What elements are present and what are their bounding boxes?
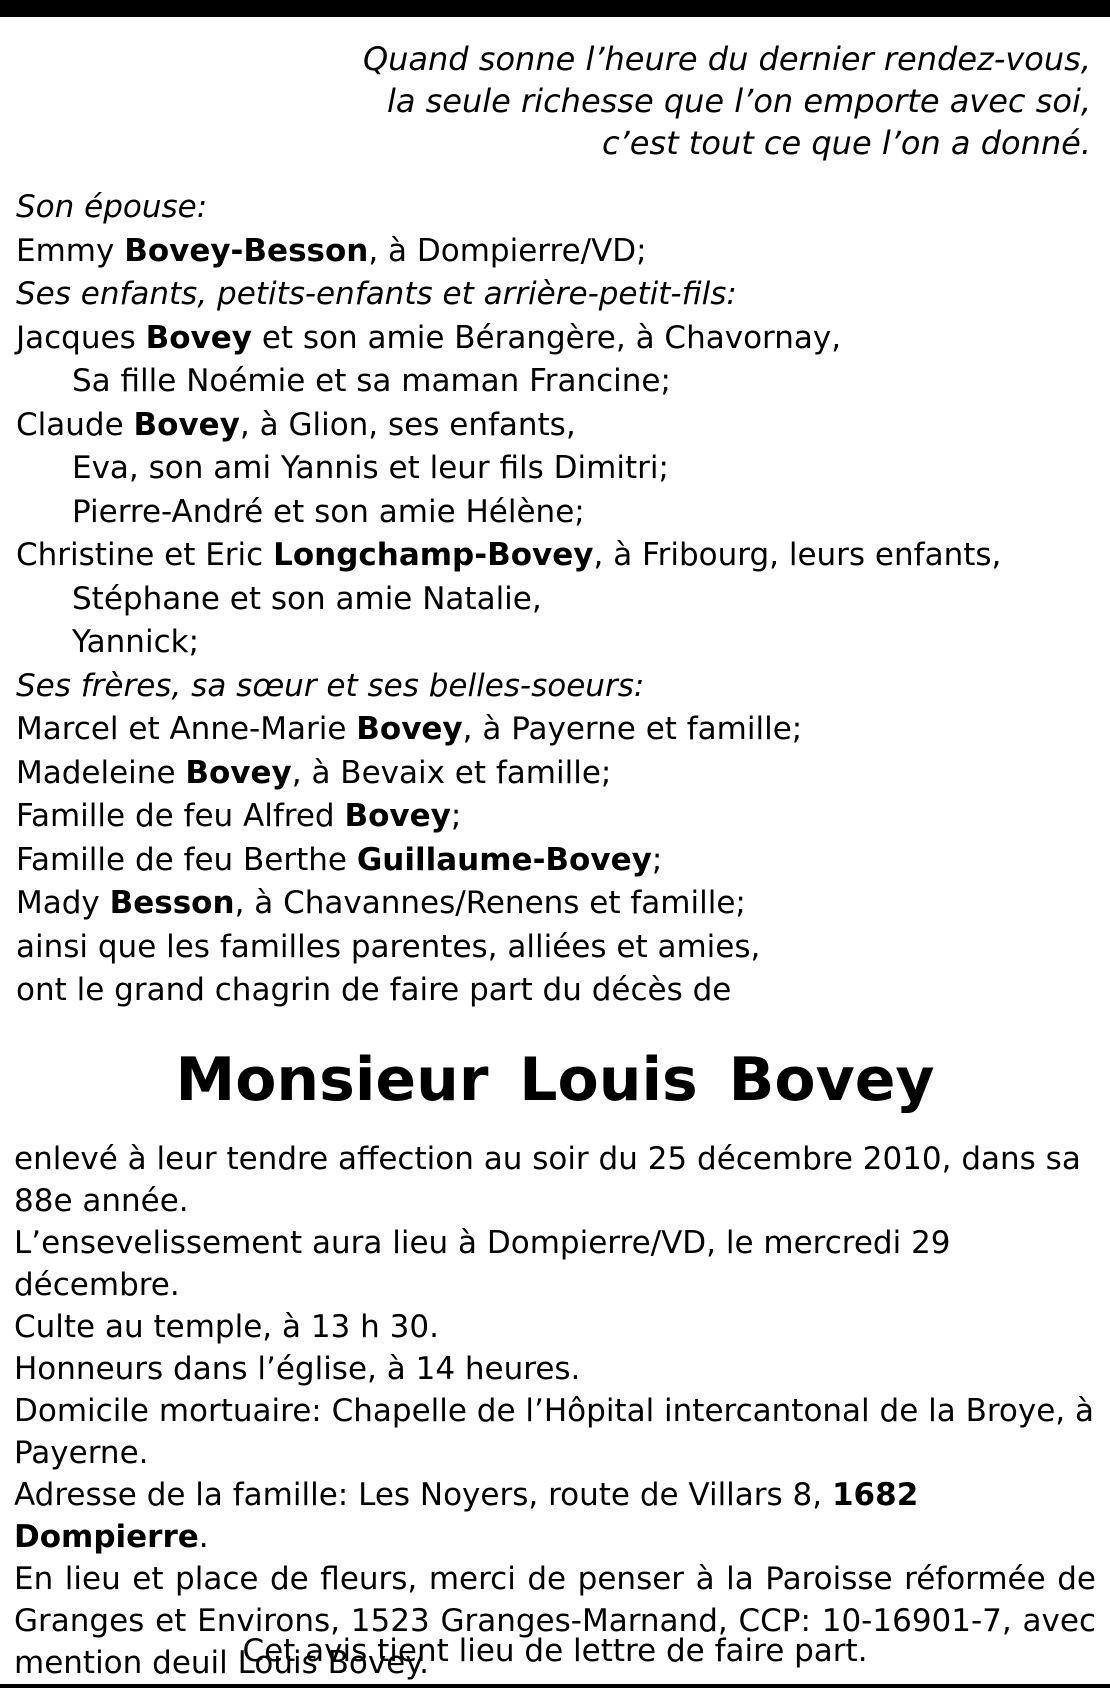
honours-text: Honneurs dans l’église, à 14 heures.: [14, 1351, 581, 1387]
entry-text: , à Glion, ses enfants,: [239, 406, 576, 443]
entry-text: Madeleine: [16, 754, 186, 791]
family-name: Bovey: [356, 711, 463, 747]
family-address: [14, 1474, 1096, 1558]
entry-text: Emmy: [16, 232, 125, 269]
entry-text: ;: [450, 798, 462, 834]
passing-text: enlevé à leur tendre affection au soir du 25 décembre 2010, dans sa 88e année.: [14, 1141, 1081, 1219]
top-rule: [0, 0, 1110, 17]
closing-line: ainsi que les familles parentes, alliées et amies,: [16, 928, 761, 965]
closing-note: Cet avis tient lieu de lettre de faire part.: [242, 1633, 868, 1669]
motto-line: la seule richesse que l’on emporte avec soi,: [386, 82, 1091, 120]
funeral-details: [14, 1138, 1096, 1684]
mourners-list: [16, 186, 1096, 1013]
burial-text: L’ensevelissement aura lieu à Dompierre/VD, le mercredi 29 décembre.: [14, 1225, 951, 1303]
grandchild-entry: Eva, son ami Yannis et leur fils Dimitri;: [72, 450, 669, 486]
closing-line: ont le grand chagrin de faire part du décès de: [16, 972, 732, 1008]
bottom-rule: [0, 1684, 1110, 1688]
entry-text: et son amie Bérangère, à Chavornay,: [251, 319, 842, 356]
grandchild-entry: Pierre-André et son amie Hélène;: [72, 493, 585, 530]
spouse-entry: [16, 230, 1096, 274]
deceased-name: Monsieur Louis Bovey: [175, 1045, 935, 1115]
entry-text: Famille de feu Berthe: [16, 841, 357, 878]
sibling-entry: [16, 795, 1096, 839]
entry-text: , à Chavannes/Renens et famille;: [234, 885, 746, 921]
children-heading: Ses enfants, petits-enfants et arrière-petit-fils:: [16, 276, 737, 312]
family-name: Bovey-Besson: [124, 232, 369, 269]
address-locality: 1682 Dompierre: [14, 1477, 919, 1555]
motto-line: Quand sonne l’heure du dernier rendez-vous,: [362, 40, 1091, 78]
family-name: Bovey: [145, 319, 252, 356]
entry-text: , à Fribourg, leurs enfants,: [593, 537, 1002, 573]
motto-line: c’est tout ce que l’on a donné.: [601, 124, 1091, 162]
entry-text: ;: [651, 841, 663, 878]
grandchild-entry: Yannick;: [72, 624, 200, 660]
entry-text: , à Payerne et famille;: [462, 711, 803, 747]
grandchild-entry: Stéphane et son amie Natalie,: [72, 580, 542, 617]
family-name: Bovey: [133, 406, 240, 443]
sibling-entry: [16, 882, 1096, 926]
family-name: Bovey: [344, 798, 451, 834]
sibling-entry: [16, 839, 1096, 883]
child-entry: [16, 534, 1096, 578]
address-text: .: [198, 1519, 209, 1555]
mortuary-text: Domicile mortuaire: Chapelle de l’Hôpital intercantonal de la Broye, à Payerne.: [14, 1393, 1095, 1471]
entry-text: Christine et Eric: [16, 537, 274, 573]
entry-text: Famille de feu Alfred: [16, 798, 345, 834]
entry-text: Mady: [16, 885, 110, 921]
family-name: Guillaume-Bovey: [356, 841, 652, 878]
entry-text: , à Dompierre/VD;: [368, 232, 647, 269]
motto-quote: [191, 38, 1091, 164]
child-entry: [16, 317, 1096, 361]
family-name: Longchamp-Bovey: [273, 537, 594, 573]
family-name: Bovey: [185, 754, 292, 791]
entry-text: , à Bevaix et famille;: [291, 754, 612, 791]
entry-text: Jacques: [16, 319, 146, 356]
entry-text: Marcel et Anne-Marie: [16, 711, 357, 747]
grandchild-entry: Sa fille Noémie et sa maman Francine;: [72, 363, 671, 399]
entry-text: Claude: [16, 406, 134, 443]
siblings-heading: Ses frères, sa sœur et ses belles-soeurs:: [16, 667, 645, 704]
family-name: Besson: [109, 885, 235, 921]
sibling-entry: [16, 708, 1096, 752]
spouse-heading: Son épouse:: [16, 189, 208, 225]
donation-text: En lieu et place de fleurs, merci de penser à la Paroisse réformée de Granges et Environs, 1523 Granges-Marnand, CCP: 10-16901-7, avec mention deuil Louis Bovey.: [14, 1561, 1096, 1681]
child-entry: [16, 404, 1096, 448]
address-text: Adresse de la famille: Les Noyers, route de Villars 8,: [14, 1477, 832, 1513]
sibling-entry: [16, 752, 1096, 796]
service-text: Culte au temple, à 13 h 30.: [14, 1309, 439, 1345]
